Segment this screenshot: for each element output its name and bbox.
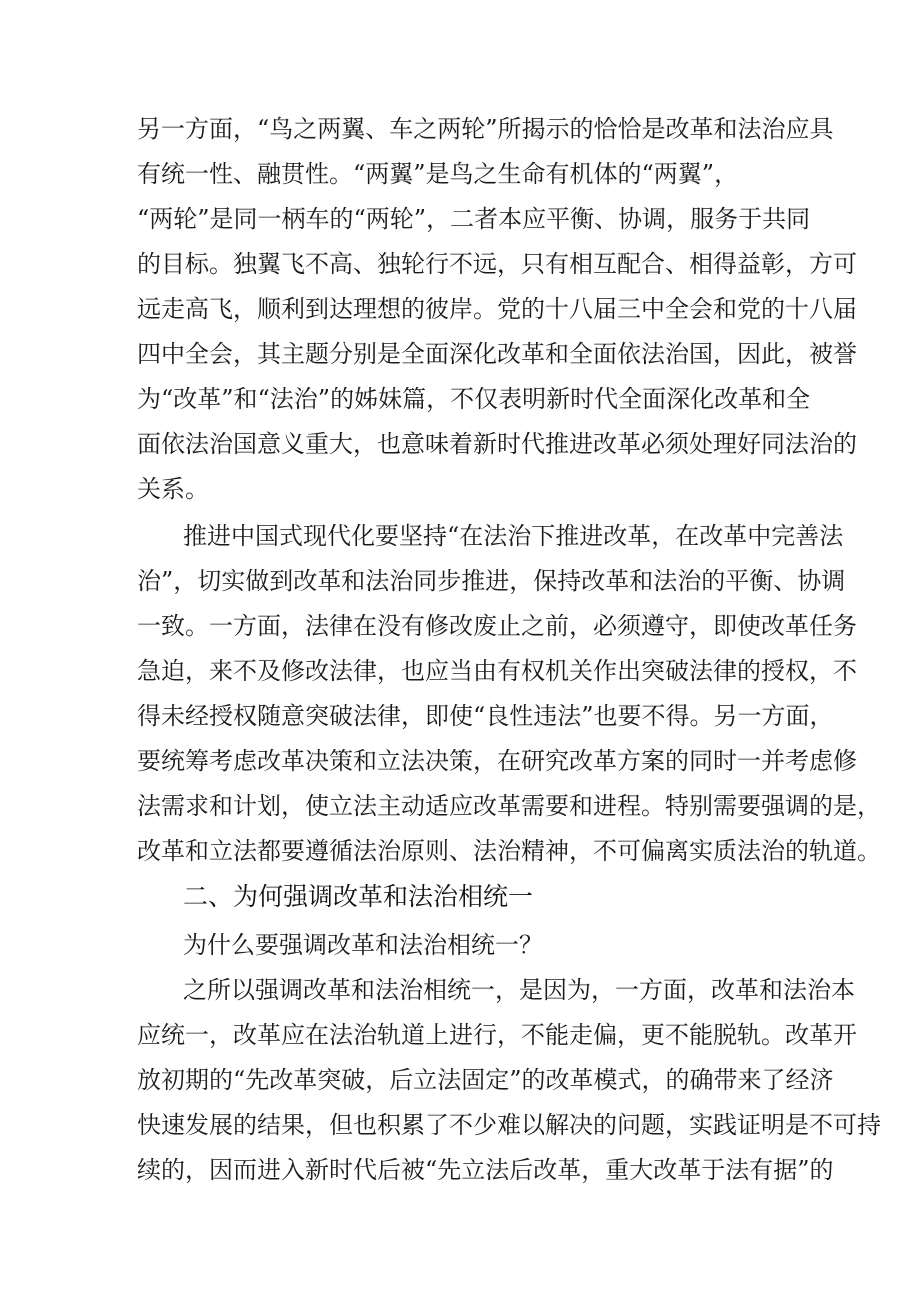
- paragraph-line: 要统筹考虑改革决策和立法决策，在研究改革方案的同时一并考虑修: [137, 747, 857, 775]
- paragraph-line: 面依法治国意义重大，也意味着新时代推进改革必须处理好同法治的: [137, 430, 857, 458]
- paragraph-line: 推进中国式现代化要坚持“在法治下推进改革，在改革中完善法: [183, 522, 844, 550]
- paragraph-line: 远走高飞，顺利到达理想的彼岸。党的十八届三中全会和党的十八届: [137, 295, 857, 323]
- paragraph-line: 法需求和计划，使立法主动适应改革需要和进程。特别需要强调的是，: [137, 792, 881, 820]
- paragraph-line: 另一方面，“鸟之两翼、车之两轮”所揭示的恰恰是改革和法治应具: [137, 115, 834, 143]
- paragraph-line: 四中全会，其主题分别是全面深化改革和全面依法治国，因此，被誉: [137, 340, 857, 368]
- paragraph-line: 改革和立法都要遵循法治原则、法治精神，不可偏离实质法治的轨道。: [137, 837, 881, 865]
- paragraph-line: 之所以强调改革和法治相统一，是因为，一方面，改革和法治本: [183, 976, 855, 1004]
- question-line: 为什么要强调改革和法治相统一？: [183, 931, 543, 959]
- paragraph-line: “两轮”是同一柄车的“两轮”，二者本应平衡、协调，服务于共同: [137, 205, 811, 233]
- paragraph-line: 为“改革”和“法治”的姊妹篇，不仅表明新时代全面深化改革和全: [137, 385, 811, 413]
- paragraph-line: 急迫，来不及修改法律，也应当由有权机关作出突破法律的授权，不: [137, 657, 857, 685]
- paragraph-line: 一致。一方面，法律在没有修改废止之前，必须遵守，即使改革任务: [137, 612, 857, 640]
- paragraph-line: 放初期的“先改革突破，后立法固定”的改革模式，的确带来了经济: [137, 1066, 834, 1094]
- paragraph-line: 的目标。独翼飞不高、独轮行不远，只有相互配合、相得益彰，方可: [137, 250, 857, 278]
- paragraph-line: 关系。: [137, 475, 209, 503]
- paragraph-line: 治”，切实做到改革和法治同步推进，保持改革和法治的平衡、协调: [137, 567, 846, 595]
- paragraph-line: 续的，因而进入新时代后被“先立法后改革，重大改革于法有据”的: [137, 1156, 834, 1184]
- paragraph-line: 得未经授权随意突破法律，即使“良性违法”也要不得。另一方面，: [137, 702, 834, 730]
- paragraph-line: 应统一，改革应在法治轨道上进行，不能走偏，更不能脱轨。改革开: [137, 1021, 857, 1049]
- section-heading: 二、为何强调改革和法治相统一: [183, 882, 534, 911]
- paragraph-line: 快速发展的结果，但也积累了不少难以解决的问题，实践证明是不可持: [137, 1111, 881, 1139]
- paragraph-line: 有统一性、融贯性。“两翼”是鸟之生命有机体的“两翼”，: [137, 160, 739, 188]
